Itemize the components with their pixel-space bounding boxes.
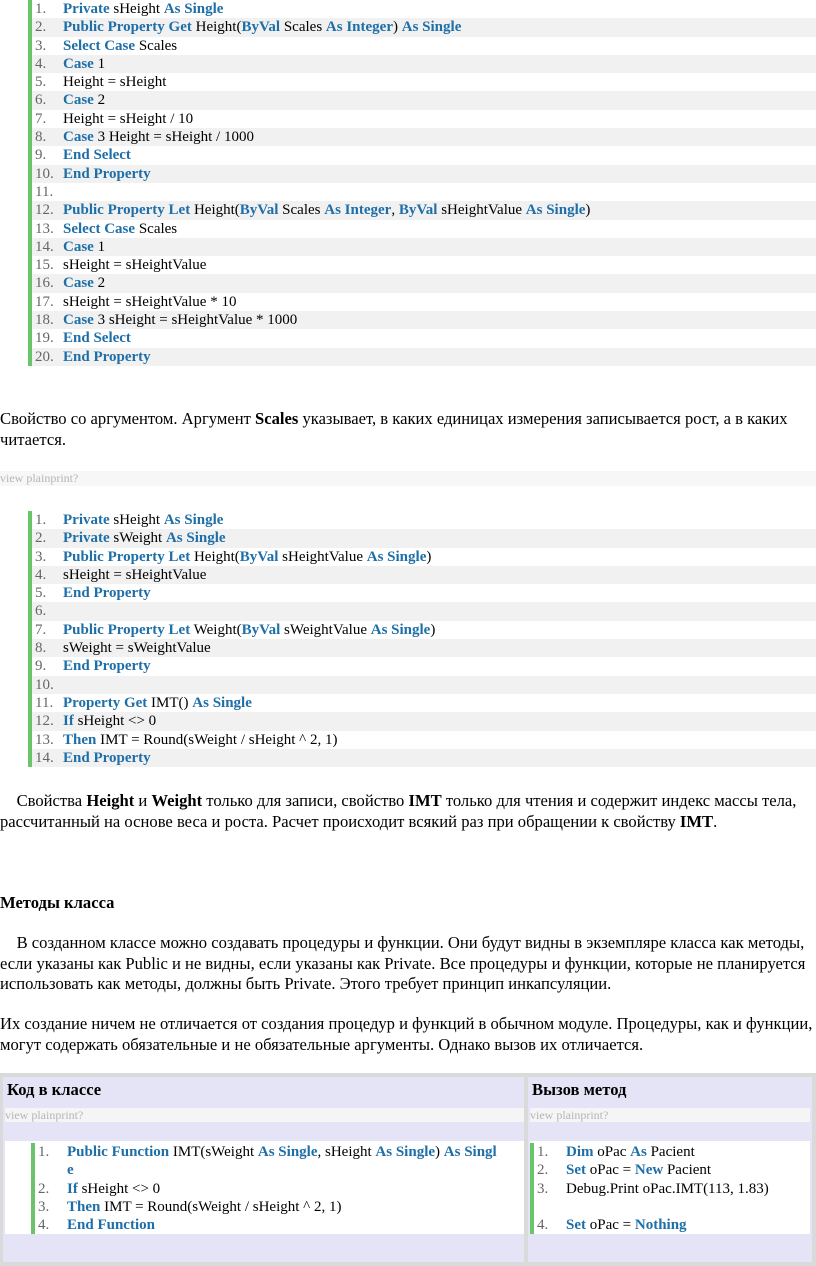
code-token: Scales (135, 37, 178, 54)
code-line (32, 238, 816, 256)
code-keyword: Case (63, 275, 94, 292)
line-number: 4. (35, 566, 47, 583)
code-token: Pacient (663, 1162, 712, 1179)
view-plain-link[interactable]: view plainprint? (530, 1108, 810, 1122)
code-line (32, 548, 816, 566)
code-text (63, 348, 151, 366)
code-text (63, 293, 236, 311)
code-token: sHeight = sHeightValue * 10 (63, 293, 237, 310)
code-line (32, 749, 816, 767)
code-keyword: Case (63, 55, 94, 72)
line-number: 2. (35, 530, 47, 547)
code-line (534, 1198, 810, 1216)
code-keyword: As Single (163, 1, 224, 17)
code-line (32, 293, 816, 311)
code-keyword: End Function (67, 1217, 155, 1234)
code-area (5, 1141, 524, 1234)
code-text (67, 1161, 74, 1179)
code-text (63, 584, 151, 602)
code-token: 1 (93, 238, 106, 255)
code-text (63, 731, 337, 749)
code-line (32, 91, 816, 109)
code-keyword: Property Get (63, 694, 148, 711)
code-token: ) (585, 202, 591, 219)
code-keyword: Private (63, 530, 110, 547)
code-keyword: End Property (63, 658, 151, 675)
table-header-method-call: Вызов метод (532, 1080, 627, 1099)
line-number: 4. (35, 55, 47, 72)
line-number: 18. (35, 312, 54, 329)
code-block-property-scales (28, 0, 816, 366)
code-token: ) (430, 621, 436, 638)
line-number: 19. (35, 330, 54, 347)
code-keyword: Public Function (67, 1144, 170, 1160)
code-text (63, 73, 166, 91)
code-text (566, 1216, 687, 1234)
code-keyword: Select Case (63, 37, 136, 54)
code-line (32, 621, 816, 639)
code-keyword: As Single (163, 512, 224, 528)
code-keyword: Then (63, 731, 97, 748)
code-token: , sHeight (317, 1144, 376, 1160)
paragraph-properties-description (0, 791, 816, 832)
code-text (63, 529, 226, 547)
code-line (32, 165, 816, 183)
code-line (32, 256, 816, 274)
line-number: 14. (35, 238, 54, 255)
line-number: 10. (35, 676, 54, 693)
code-text (67, 1216, 155, 1234)
text-run: только для чтения и содержит индекс массы тела, рассчитанный на основе веса и роста. Расчет происходит всякий раз при обращении к свойству (0, 791, 797, 831)
code-keyword: If (67, 1180, 78, 1197)
code-text (63, 256, 206, 274)
code-token: 3 Height = sHeight / 1000 (93, 129, 254, 146)
code-keyword: If (63, 713, 74, 730)
code-keyword: ByVal (241, 19, 281, 36)
line-number: 11. (35, 183, 54, 200)
text-run: Свойства (0, 791, 87, 810)
code-line (32, 694, 816, 712)
line-number: 12. (35, 713, 54, 730)
line-number: 1. (35, 1, 47, 17)
code-keyword: As Single (375, 1144, 436, 1160)
code-text (63, 511, 223, 529)
line-number: 15. (35, 257, 54, 274)
line-number: 3. (537, 1180, 549, 1197)
code-keyword: ByVal (398, 202, 438, 219)
table-cell-class-code (3, 1077, 524, 1262)
code-line (32, 712, 816, 730)
line-number: 8. (35, 640, 47, 657)
code-keyword: End Property (63, 749, 151, 766)
code-keyword: Set (566, 1217, 586, 1234)
code-keyword: As Single (366, 548, 427, 565)
line-number: 9. (35, 658, 47, 675)
view-plain-link[interactable]: view plainprint? (0, 471, 816, 486)
line-number: 5. (35, 74, 47, 91)
code-text (63, 165, 151, 183)
code-keyword: Dim (566, 1144, 594, 1160)
text-run: . (713, 811, 718, 831)
code-text (63, 657, 151, 675)
code-token: Height = sHeight (63, 74, 167, 91)
code-text (67, 1143, 497, 1161)
line-number: 14. (35, 749, 54, 766)
code-keyword: As (630, 1144, 647, 1160)
line-number: 2. (35, 19, 47, 36)
section-heading-methods: Методы класса (0, 893, 115, 912)
code-line (32, 183, 816, 201)
code-text (566, 1161, 711, 1179)
code-keyword: Public Property Let (63, 202, 191, 219)
line-number: 8. (35, 129, 47, 146)
line-number: 10. (35, 165, 54, 182)
line-number: 1. (38, 1144, 50, 1160)
code-text (63, 329, 131, 347)
code-text (67, 1198, 341, 1216)
code-keyword: Nothing (634, 1217, 687, 1234)
code-line (32, 311, 816, 329)
code-text (63, 146, 131, 164)
bold-term: IMT (679, 811, 714, 831)
code-text (63, 749, 151, 767)
line-number: 1. (35, 512, 47, 528)
code-token: sWeight (109, 530, 166, 547)
line-number: 11. (35, 694, 54, 711)
line-number: 3. (38, 1198, 50, 1215)
code-token: Height( (190, 202, 240, 219)
code-keyword: End Select (63, 147, 131, 164)
code-line (32, 110, 816, 128)
code-token: ) (426, 548, 432, 565)
code-text (63, 128, 254, 146)
code-text (63, 0, 223, 18)
code-token: oPac = (586, 1162, 635, 1179)
code-line (35, 1198, 526, 1216)
line-number: 13. (35, 220, 54, 237)
code-token: ) (393, 19, 402, 36)
code-text (566, 1143, 695, 1161)
line-number: 3. (35, 548, 47, 565)
line-number: 2. (38, 1180, 50, 1197)
paragraph-scales-argument (0, 409, 816, 450)
line-number: 1. (537, 1144, 549, 1160)
code-token: Scales (280, 19, 326, 36)
code-token: sHeight = sHeightValue (63, 566, 207, 583)
code-line (32, 73, 816, 91)
code-text (63, 621, 435, 639)
text-run: и (134, 791, 152, 810)
code-token: IMT() (147, 694, 193, 711)
code-text (63, 37, 177, 55)
code-keyword: As Integer (325, 19, 393, 36)
line-number: 3. (35, 37, 47, 54)
line-number: 7. (35, 110, 47, 127)
code-token: sHeight = sHeightValue (63, 257, 207, 274)
bold-term: Scales (254, 409, 299, 428)
code-token: sHeightValue (278, 548, 367, 565)
code-line (32, 274, 816, 292)
code-keyword: Case (63, 129, 94, 146)
line-number: 12. (35, 202, 54, 219)
code-token: 1 (93, 55, 106, 72)
code-line (534, 1161, 810, 1179)
code-text (566, 1180, 769, 1198)
code-line (32, 201, 816, 219)
code-keyword: End Property (63, 348, 151, 365)
code-token: ) (435, 1144, 444, 1160)
code-keyword: Public Property Let (63, 621, 191, 638)
code-keyword: e (67, 1162, 74, 1179)
line-number: 4. (537, 1217, 549, 1234)
line-number: 6. (35, 603, 47, 620)
code-line (32, 55, 816, 73)
line-number: 13. (35, 731, 54, 748)
code-text (67, 1180, 160, 1198)
code-text (63, 694, 252, 712)
code-area (530, 1141, 810, 1234)
code-text (63, 91, 105, 109)
code-token: oPac (593, 1144, 631, 1160)
code-keyword: Public Property Let (63, 548, 191, 565)
code-text (63, 55, 105, 73)
code-line (32, 731, 816, 749)
line-number: 20. (35, 348, 54, 365)
bold-term: Height (86, 791, 135, 810)
code-token: sHeightValue (437, 202, 526, 219)
code-keyword: As Single (370, 621, 431, 638)
code-keyword: Private (63, 512, 110, 528)
code-token: sHeight <> 0 (77, 1180, 161, 1197)
code-keyword: New (634, 1162, 664, 1179)
line-number: 4. (38, 1217, 50, 1234)
code-token: , (391, 202, 399, 219)
code-line (32, 639, 816, 657)
code-keyword: Select Case (63, 220, 136, 237)
code-line (35, 1161, 526, 1179)
text-run: указывает, в каких единицах измерения записывается рост, а в каких читается. (0, 409, 788, 449)
text-run: только для записи, свойство (202, 791, 409, 810)
code-token: oPac = (586, 1217, 635, 1234)
code-keyword: End Property (63, 165, 151, 182)
code-keyword: As Single (192, 694, 252, 711)
code-line (32, 657, 816, 675)
code-keyword: ByVal (241, 621, 281, 638)
code-keyword: ByVal (239, 548, 279, 565)
bold-term: Weight (151, 791, 203, 810)
code-token: sWeight = sWeightValue (63, 640, 211, 657)
code-text (63, 712, 156, 730)
code-token: Scales (135, 220, 178, 237)
code-keyword: As Single (525, 202, 586, 219)
code-token: sHeight (109, 1, 164, 17)
code-keyword: Then (67, 1198, 101, 1215)
code-text (63, 110, 193, 128)
code-text (63, 220, 177, 238)
code-line (35, 1216, 526, 1234)
code-line (32, 329, 816, 347)
code-line (534, 1216, 810, 1234)
comparison-table (0, 1073, 816, 1266)
code-block-function-imt (31, 1143, 526, 1234)
code-line (534, 1180, 810, 1198)
code-keyword: Public Property Get (63, 19, 192, 36)
code-line (32, 18, 816, 36)
code-line (32, 220, 816, 238)
code-text (63, 201, 590, 219)
code-line (32, 529, 816, 547)
line-number: 16. (35, 275, 54, 292)
code-token: 3 sHeight = sHeightValue * 1000 (93, 312, 298, 329)
text-run: Свойство со аргументом. Аргумент (0, 409, 255, 428)
code-line (32, 676, 816, 694)
code-block-method-call (530, 1143, 810, 1234)
code-text (63, 548, 431, 566)
code-token: sWeightValue (280, 621, 371, 638)
paragraph-arguments: Их создание ничем не отличается от создания процедур и функций в обычном модуле. Процедуры, как и функции, могут содержать обязательные и не обязательные аргументы. Однако вызов их отличается. (0, 1014, 813, 1054)
code-line (32, 602, 816, 620)
code-token: Weight( (190, 621, 242, 638)
code-token: Scales (278, 202, 325, 219)
code-line (32, 0, 816, 18)
code-token: Height( (190, 548, 240, 565)
code-token: IMT = Round(sWeight / sHeight ^ 2, 1) (100, 1198, 342, 1215)
code-keyword: As Single (257, 1144, 318, 1160)
code-keyword: Case (63, 238, 94, 255)
code-line (35, 1180, 526, 1198)
code-keyword: As Single (401, 19, 462, 36)
code-text (63, 238, 105, 256)
table-header-class-code: Код в классе (7, 1080, 102, 1099)
code-token: Height = sHeight / 10 (63, 110, 194, 127)
code-keyword: As Singl (443, 1144, 497, 1160)
code-keyword: Case (63, 312, 94, 329)
code-token: Pacient (646, 1144, 695, 1160)
table-cell-method-call (528, 1077, 812, 1262)
code-token: 2 (93, 92, 106, 109)
paragraph-procedures-functions: В созданном классе можно создавать процедуры и функции. Они будут видны в экземпляре класса как методы, если указаны как Public и не видны, если указаны как Private. Все процедуры и функции, которые не планируется использовать как методы, должны быть Private. Этого требует принцип инкапсуляции. (0, 933, 806, 993)
code-line (32, 146, 816, 164)
code-text (63, 274, 105, 292)
code-line (32, 566, 816, 584)
code-text (63, 566, 206, 584)
code-token: sHeight <> 0 (73, 713, 157, 730)
code-line (32, 128, 816, 146)
code-text (63, 18, 461, 36)
line-number: 5. (35, 585, 47, 602)
code-keyword: Case (63, 92, 94, 109)
code-keyword: ByVal (239, 202, 279, 219)
code-keyword: Private (63, 1, 110, 17)
code-keyword: As Integer (324, 202, 392, 219)
code-line (534, 1143, 810, 1161)
code-keyword: End Property (63, 585, 151, 602)
line-number: 7. (35, 621, 47, 638)
code-text (63, 639, 211, 657)
code-token: IMT = Round(sWeight / sHeight ^ 2, 1) (96, 731, 338, 748)
view-plain-link[interactable]: view plainprint? (5, 1108, 524, 1122)
code-token: 2 (93, 275, 106, 292)
bold-term: IMT (408, 791, 442, 810)
code-token: sHeight (109, 512, 164, 528)
code-line (32, 584, 816, 602)
code-keyword: Set (566, 1162, 586, 1179)
line-number: 2. (537, 1162, 549, 1179)
code-line (35, 1143, 526, 1161)
code-line (32, 511, 816, 529)
code-line (32, 348, 816, 366)
code-token: Debug.Print oPac.IMT(113, 1.83) (566, 1180, 769, 1197)
code-token: Height( (191, 19, 242, 36)
line-number: 6. (35, 92, 47, 109)
code-text (63, 311, 297, 329)
code-keyword: End Select (63, 330, 131, 347)
line-number: 17. (35, 293, 54, 310)
code-keyword: As Single (165, 530, 226, 547)
code-line (32, 37, 816, 55)
line-number: 9. (35, 147, 47, 164)
code-block-height-weight-imt (28, 511, 816, 767)
code-token: IMT(sWeight (169, 1144, 258, 1160)
